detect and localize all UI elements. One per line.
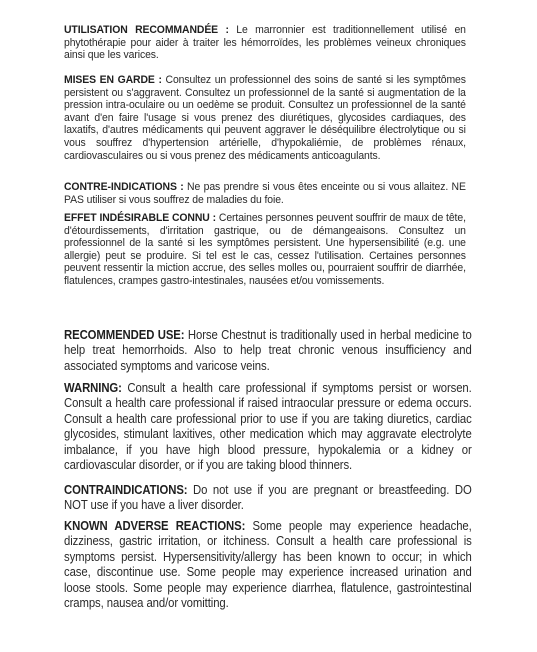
en-warning-text: Consult a health care professional if symptoms persist or worsen. Consult a health care professional if raised intraocular pressure or edema occurs. Consult a health care professional prior to use if you are taking diuretics, cardiac glycosides, stimulant laxitives, other medication which may aggravate electrolyte imbalance, if you have high blood pressure, hypokalemia or a kidney or cardiovascular disorder, or if you are taking blood thinners. bbox=[64, 381, 472, 473]
fr-adverse-effect-section bbox=[64, 212, 466, 288]
fr-recommended-use-heading: UTILISATION RECOMMANDÉE : bbox=[64, 24, 229, 36]
en-adverse-reactions-heading: KNOWN ADVERSE REACTIONS: bbox=[64, 519, 246, 533]
fr-recommended-use-section bbox=[64, 24, 466, 62]
fr-adverse-effect-heading: EFFET INDÉSIRABLE CONNU : bbox=[64, 212, 217, 224]
en-contraindications-heading: CONTRAINDICATIONS: bbox=[64, 483, 188, 497]
fr-recommended-use-text: Le marronnier est traditionnellement utilisé en phytothérapie pour aider à traiter les hémorroïdes, les problèmes veineux chroniques ainsi que les varices. bbox=[64, 24, 466, 62]
en-contraindications-text: Do not use if you are pregnant or breastfeeding. DO NOT use if you have a liver disorder. bbox=[64, 483, 472, 513]
en-adverse-reactions-section bbox=[64, 519, 472, 611]
en-recommended-use-heading: RECOMMENDED USE: bbox=[64, 328, 185, 342]
en-adverse-reactions-text: Some people may experience headache, dizziness, gastric irritation, or itchiness. Consult a health care professional is symptoms persist. Hypersensitivity/allergy has been known to occur; in which case, discontinue use. Some people may experience increased urination and loose stools. Some people may experience diarrhea, flatulence, gastrointestinal cramps, nausea and/or vomitting. bbox=[64, 519, 472, 611]
fr-contraindications-section bbox=[64, 181, 466, 206]
en-recommended-use-text: Horse Chestnut is traditionally used in herbal medicine to help treat hemorrhoids. Also to help treat chronic venous insufficiency and associated symptoms and varicose veins. bbox=[64, 328, 472, 373]
fr-contraindications-heading: CONTRE-INDICATIONS : bbox=[64, 181, 184, 193]
en-warning-section bbox=[64, 381, 472, 473]
fr-warning-heading: MISES EN GARDE : bbox=[64, 74, 162, 86]
en-warning-heading: WARNING: bbox=[64, 381, 122, 395]
fr-warning-text: Consultez un professionnel des soins de santé si les symptômes persistent ou s'aggravent. Consultez un professionnel de la santé si augmentation de la pression intra-oculaire ou un oedème se produit. Consultez un professionnel de la santé avant d'en faire l'usage si vous prenez des diurétiques, glycosides cardiaques, des laxatifs, d'autres médicaments qui peuvent aggraver le déséquilibre électrolytique ou si vous souffrez d'hypertension artérielle, d'hypokaliémie, de problèmes rénaux, cardiovasculaires ou si vous prenez des médicaments anticoagulants. bbox=[64, 74, 466, 162]
fr-contraindications-text: Ne pas prendre si vous êtes enceinte ou si vous allaitez. NE PAS utiliser si vous souffrez de maladies du foie. bbox=[64, 181, 466, 206]
fr-warning-section bbox=[64, 74, 466, 162]
fr-adverse-effect-text: Certaines personnes peuvent souffrir de maux de tête, d'étourdissements, d'irritation gastrique, ou de démangeaisons. Consultez un professionnel de la santé si les symptômes persistent. Une hypersensibilité (e.g. une allergie) peut se produire. Si tel est le cas, cessez l'utilisation. Certaines personnes peuvent ressentir la miction accrue, des selles molles ou, pourraient souffrir de diarrhée, flatulences, crampes gastro-intestinales, nausées et/ou vomissements. bbox=[64, 212, 466, 287]
en-contraindications-section bbox=[64, 483, 472, 514]
en-recommended-use-section bbox=[64, 328, 472, 374]
